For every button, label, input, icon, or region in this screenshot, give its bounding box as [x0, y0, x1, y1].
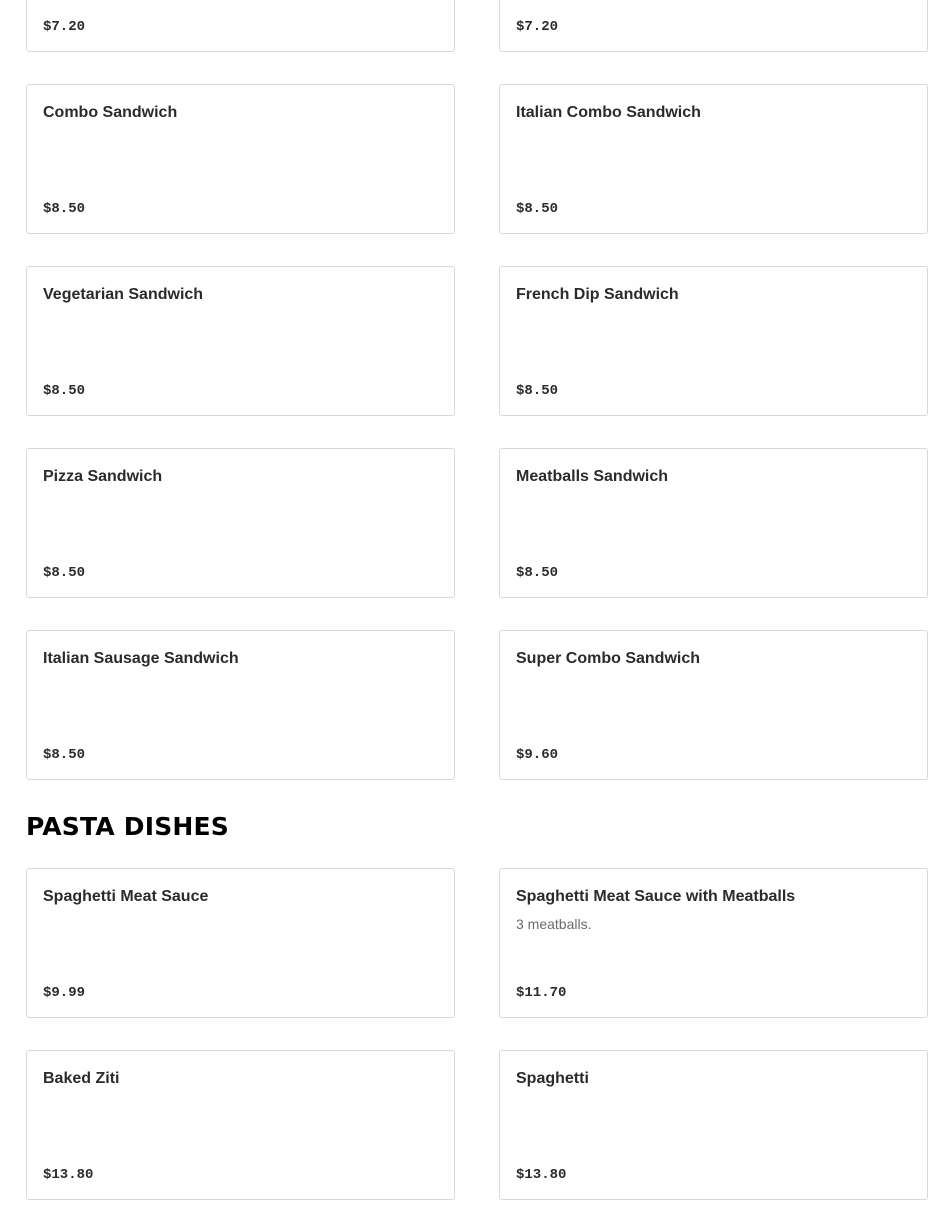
menu-item-price: $9.60: [516, 747, 559, 763]
menu-item-price: $13.80: [516, 1167, 567, 1183]
menu-item-price: $8.50: [516, 383, 559, 399]
menu-item-name: French Dip Sandwich: [516, 286, 679, 303]
menu-item-description: 3 meatballs.: [516, 916, 592, 932]
menu-item-price: $9.99: [43, 985, 86, 1001]
menu-item-price: $8.50: [43, 747, 86, 763]
menu-item-name: Baked Ziti: [43, 1070, 120, 1087]
menu-item-name: Spaghetti Meat Sauce: [43, 888, 209, 905]
menu-item-name: Super Combo Sandwich: [516, 650, 701, 667]
section-title-pasta-dishes: PASTA DISHES: [26, 812, 230, 841]
menu-item-price: $8.50: [516, 565, 559, 581]
menu-item-price: $8.50: [43, 565, 86, 581]
menu-item-card[interactable]: [26, 266, 455, 416]
menu-item-card[interactable]: [499, 84, 928, 234]
menu-item-name: Italian Sausage Sandwich: [43, 650, 239, 667]
menu-item-name: Italian Combo Sandwich: [516, 104, 701, 121]
menu-item-name: Meatballs Sandwich: [516, 468, 669, 485]
menu-item-card[interactable]: [26, 630, 455, 780]
menu-item-name: Pizza Sandwich: [43, 468, 163, 485]
menu-item-name: Spaghetti Meat Sauce with Meatballs: [516, 888, 796, 905]
menu-item-price: $11.70: [516, 985, 567, 1001]
menu-item-card[interactable]: [499, 266, 928, 416]
menu-item-card[interactable]: [499, 868, 928, 1018]
menu-item-price: $8.50: [43, 201, 86, 217]
menu-item-price: $7.20: [516, 19, 559, 35]
menu-item-card[interactable]: [26, 1050, 455, 1200]
menu-item-card[interactable]: [26, 448, 455, 598]
menu-item-card[interactable]: [499, 1050, 928, 1200]
menu-item-price: $8.50: [516, 201, 559, 217]
menu-item-price: $8.50: [43, 383, 86, 399]
menu-item-card[interactable]: [26, 868, 455, 1018]
menu-item-name: Combo Sandwich: [43, 104, 178, 121]
menu-item-name: Spaghetti: [516, 1070, 589, 1087]
menu-item-card[interactable]: [499, 448, 928, 598]
menu-item-name: Vegetarian Sandwich: [43, 286, 204, 303]
menu-item-card[interactable]: [26, 0, 455, 52]
menu-item-price: $13.80: [43, 1167, 94, 1183]
menu-item-price: $7.20: [43, 19, 86, 35]
menu-item-card[interactable]: [499, 630, 928, 780]
menu-item-card[interactable]: [26, 84, 455, 234]
menu-item-card[interactable]: [499, 0, 928, 52]
